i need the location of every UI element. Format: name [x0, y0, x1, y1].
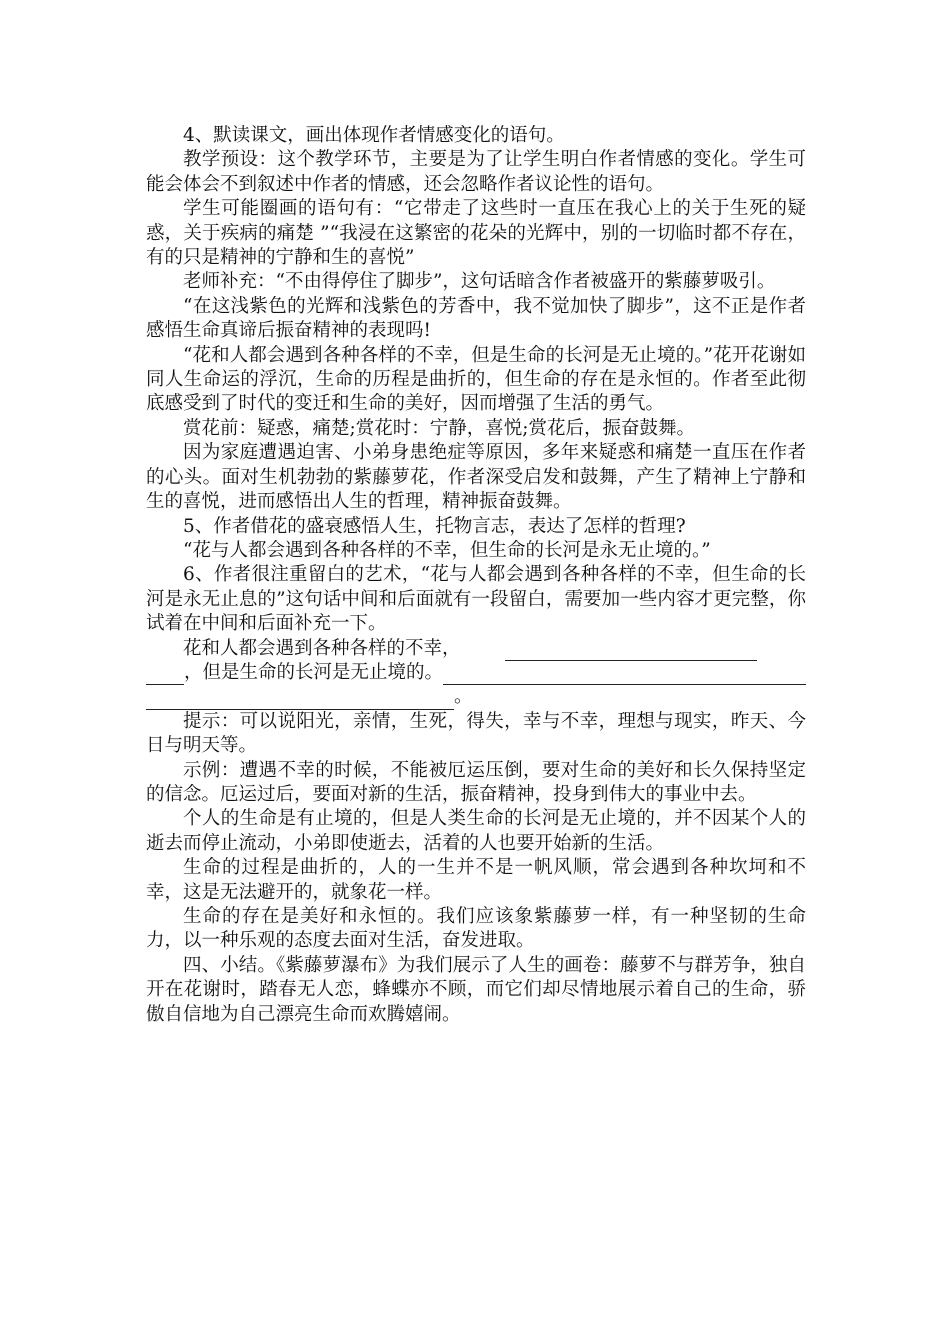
fill-text-part3: 。 — [454, 686, 473, 708]
paragraph-teacher-note: 老师补充：“不由得停住了脚步”，这句话暗含作者被盛开的紫藤萝吸引。 — [183, 271, 776, 293]
paragraph-q4: 4、默读课文，画出体现作者情感变化的语句。 — [183, 125, 565, 146]
fill-in-exercise — [146, 637, 806, 710]
paragraph-life-river: 个人的生命是有止境的，但是人类生命的长河是无止境的，并不因某个人的逝去而停止流动，小弟即使逝去，活着的人也要开始新的生活。 — [146, 808, 806, 854]
paragraph-summary: 四、小结。《紫藤萝瀑布》为我们展示了人生的画卷：藤萝不与群芳争，独自开在花谢时，踏春无人恋，蜂蝶亦不顾，而它们却尽情地展示着自己的生命，骄傲自信地为自己漂亮生命而欢腾嬉闹。 — [146, 954, 806, 1025]
paragraph-hint: 提示：可以说阳光，亲情，生死，得失，幸与不幸，理想与现实，昨天、今日与明天等。 — [146, 710, 806, 757]
answer-blank-2[interactable] — [443, 664, 806, 685]
paragraph-teaching-preset: 教学预设：这个教学环节，主要是为了让学生明白作者情感的变化。学生可能会体会不到叙述中作者的情感，还会忽略作者议论性的语句。 — [146, 149, 806, 195]
fill-line-2 — [146, 661, 806, 685]
paragraph-example: 示例：遭遇不幸的时候，不能被厄运压倒，要对生命的美好和长久保持坚定的信念。厄运过后，要面对新的生活，振奋精神，投身到伟大的事业中去。 — [146, 759, 806, 805]
document-page — [146, 124, 806, 1027]
paragraph-q5: 5、作者借花的盛衰感悟人生，托物言志，表达了怎样的哲理? — [183, 515, 686, 537]
fill-text-part1: 花和人都会遇到各种各样的不幸， — [183, 637, 461, 659]
answer-blank-1-continued[interactable] — [146, 664, 184, 685]
paragraph-quote-river: “花和人都会遇到各种各样的不幸，但是生命的长河是无止境的。”花开花谢如同人生命运的浮沉，生命的历程是曲折的，但生命的存在是永恒的。作者至此彻底感受到了时代的变迁和生命的美好，因而增强了生活的勇气。 — [146, 344, 806, 415]
paragraph-quote-light: “在这浅紫色的光辉和浅紫色的芳香中，我不觉加快了脚步”，这不正是作者感悟生命真谛后振奋精神的表现吗! — [146, 295, 806, 342]
paragraph-life-existence: 生命的存在是美好和永恒的。我们应该象紫藤萝一样，有一种坚韧的生命力，以一种乐观的态度去面对生活，奋发进取。 — [146, 905, 806, 952]
paragraph-q6: 6、作者很注重留白的艺术，“花与人都会遇到各种各样的不幸，但生命的长河是永无止息的”这句话中间和后面就有一段留白，需要加一些内容才更完整，你试着在中间和后面补充一下。 — [146, 564, 806, 635]
answer-blank-1[interactable] — [505, 640, 757, 661]
paragraph-life-process: 生命的过程是曲折的，人的一生并不是一帆风顺，常会遇到各种坎坷和不幸，这是无法避开的，就象花一样。 — [146, 857, 806, 903]
fill-line-3 — [146, 685, 806, 709]
fill-text-part2: ，但是生命的长河是无止境的。 — [184, 661, 444, 683]
fill-line-1 — [146, 637, 806, 661]
paragraph-student-quotes: 学生可能圈画的语句有：“它带走了这些时一直压在我心上的关于生死的疑惑，关于疾病的痛楚 ”“我浸在这繁密的花朵的光辉中，别的一切临时都不存在，有的只是精神的宁静和生的喜悦” — [146, 198, 806, 269]
paragraph-background: 因为家庭遭遇迫害、小弟身患绝症等原因，多年来疑惑和痛楚一直压在作者的心头。面对生机勃勃的紫藤萝花，作者深受启发和鼓舞，产生了精神上宁静和生的喜悦，进而感悟出人生的哲理，精神振奋鼓舞。 — [146, 442, 806, 513]
paragraph-q5-answer: “花与人都会遇到各种各样的不幸，但生命的长河是永无止境的。” — [183, 539, 711, 561]
answer-blank-2-continued[interactable] — [146, 689, 454, 710]
paragraph-emotion-summary: 赏花前：疑惑，痛楚;赏花时：宁静，喜悦;赏花后，振奋鼓舞。 — [183, 417, 695, 439]
